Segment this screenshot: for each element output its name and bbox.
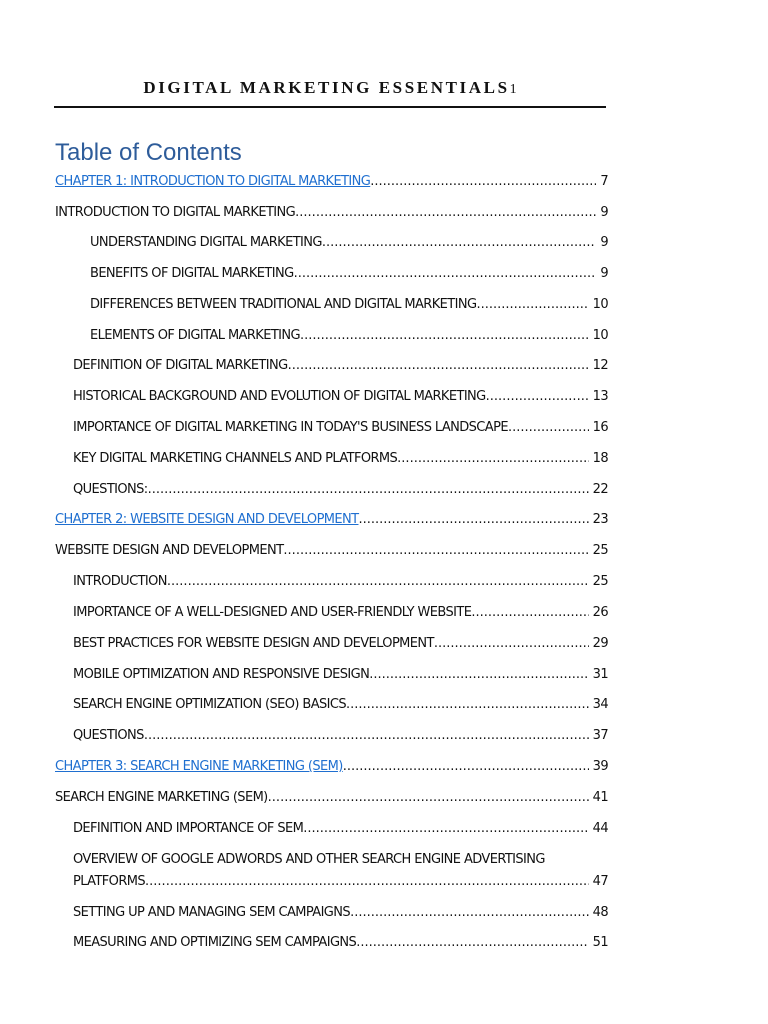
running-header bbox=[54, 78, 606, 98]
toc-entry bbox=[90, 294, 608, 316]
toc-entry-text: INTRODUCTION bbox=[73, 574, 167, 589]
toc-heading: Table of Contents bbox=[55, 139, 242, 166]
toc-entry bbox=[73, 818, 608, 840]
dot-leader bbox=[508, 417, 589, 439]
dot-leader bbox=[476, 294, 588, 316]
toc-entry bbox=[73, 355, 608, 377]
toc-entry-page: 31 bbox=[592, 667, 608, 682]
dot-leader bbox=[167, 571, 589, 593]
dot-leader bbox=[356, 932, 588, 954]
toc-entry-text: QUESTIONS bbox=[73, 728, 144, 743]
toc-entry-page: 34 bbox=[592, 697, 608, 712]
toc-entry-page: 25 bbox=[592, 543, 608, 558]
dot-leader bbox=[359, 509, 589, 531]
dot-leader bbox=[346, 694, 589, 716]
toc-entry-page: 37 bbox=[592, 728, 608, 743]
dot-leader bbox=[434, 633, 589, 655]
toc-entry-text: HISTORICAL BACKGROUND AND EVOLUTION OF DIGITAL MARKETING bbox=[73, 389, 486, 404]
toc-entry-page: 22 bbox=[592, 482, 608, 497]
toc-entry bbox=[90, 232, 608, 254]
toc-entry-chapter-1[interactable] bbox=[55, 171, 608, 193]
toc-entry-text: DEFINITION AND IMPORTANCE OF SEM bbox=[73, 821, 304, 836]
dot-leader bbox=[486, 386, 589, 408]
toc-entry bbox=[73, 571, 608, 593]
toc-entry-text: IMPORTANCE OF DIGITAL MARKETING IN TODAY'S BUSINESS LANDSCAPE bbox=[73, 420, 508, 435]
toc-entry-text[interactable]: CHAPTER 3: SEARCH ENGINE MARKETING (SEM) bbox=[55, 759, 343, 774]
toc-entry-text: SEARCH ENGINE MARKETING (SEM) bbox=[55, 790, 268, 805]
toc-entry-text: MOBILE OPTIMIZATION AND RESPONSIVE DESIGN bbox=[73, 667, 370, 682]
toc-entry-chapter-3[interactable] bbox=[55, 756, 608, 778]
toc-entry-page: 9 bbox=[600, 235, 608, 250]
toc-entry bbox=[73, 932, 608, 954]
toc-entry-page: 18 bbox=[592, 451, 608, 466]
toc-entry bbox=[73, 602, 608, 624]
dot-leader bbox=[295, 202, 596, 224]
dot-leader bbox=[148, 479, 589, 501]
toc-entry-page: 48 bbox=[592, 905, 608, 920]
toc-entry-text: BEST PRACTICES FOR WEBSITE DESIGN AND DEVELOPMENT bbox=[73, 636, 434, 651]
dot-leader bbox=[300, 325, 589, 347]
toc-entry-page: 26 bbox=[592, 605, 608, 620]
toc-entry-page: 25 bbox=[592, 574, 608, 589]
dot-leader bbox=[303, 818, 588, 840]
header-rule bbox=[54, 106, 606, 108]
dot-leader bbox=[283, 540, 588, 562]
dot-leader bbox=[322, 232, 596, 254]
dot-leader bbox=[268, 787, 589, 809]
toc-entry-text: BENEFITS OF DIGITAL MARKETING bbox=[90, 266, 294, 281]
toc-entry-text: UNDERSTANDING DIGITAL MARKETING bbox=[90, 235, 322, 250]
toc-entry-page: 41 bbox=[592, 790, 608, 805]
toc-entry-page: 29 bbox=[592, 636, 608, 651]
header-title: DIGITAL MARKETING ESSENTIALS bbox=[143, 78, 510, 97]
toc-entry-text[interactable]: CHAPTER 2: WEBSITE DESIGN AND DEVELOPMENT bbox=[55, 512, 359, 527]
toc-entry-page: 7 bbox=[600, 174, 608, 189]
toc-entry-text: MEASURING AND OPTIMIZING SEM CAMPAIGNS bbox=[73, 935, 357, 950]
header-page-number: 1 bbox=[509, 82, 517, 97]
dot-leader bbox=[369, 664, 588, 686]
toc-entry-text-line2: PLATFORMS bbox=[73, 874, 146, 889]
toc-entry bbox=[73, 664, 608, 686]
dot-leader bbox=[350, 902, 589, 924]
toc-entry-page: 9 bbox=[600, 205, 608, 220]
dot-leader bbox=[471, 602, 588, 624]
toc-entry bbox=[73, 694, 608, 716]
dot-leader bbox=[343, 756, 589, 778]
toc-entry-text: QUESTIONS: bbox=[73, 482, 148, 497]
toc-entry-page: 16 bbox=[592, 420, 608, 435]
toc-entry bbox=[73, 725, 608, 747]
dot-leader bbox=[370, 171, 596, 193]
toc-entry-page: 39 bbox=[592, 759, 608, 774]
toc-entry-text-line1: OVERVIEW OF GOOGLE ADWORDS AND OTHER SEARCH ENGINE ADVERTISING bbox=[73, 852, 545, 867]
toc-entry-text[interactable]: CHAPTER 1: INTRODUCTION TO DIGITAL MARKETING bbox=[55, 174, 371, 189]
toc-entry-page: 12 bbox=[592, 358, 608, 373]
toc-entry-text: WEBSITE DESIGN AND DEVELOPMENT bbox=[55, 543, 284, 558]
toc-entry bbox=[73, 902, 608, 924]
toc-entry-page: 51 bbox=[592, 935, 608, 950]
toc-entry-page: 9 bbox=[600, 266, 608, 281]
toc-entry-page: 10 bbox=[592, 328, 608, 343]
toc-entry-page: 23 bbox=[592, 512, 608, 527]
toc-entry-page: 44 bbox=[592, 821, 608, 836]
dot-leader bbox=[144, 725, 589, 747]
dot-leader bbox=[145, 871, 589, 893]
toc-entry-wrapped bbox=[73, 849, 608, 893]
toc-entry-text: DEFINITION OF DIGITAL MARKETING bbox=[73, 358, 288, 373]
toc-entry-text: INTRODUCTION TO DIGITAL MARKETING bbox=[55, 205, 296, 220]
dot-leader bbox=[397, 448, 588, 470]
toc-entry bbox=[90, 325, 608, 347]
toc-entry bbox=[73, 479, 608, 501]
toc-entry-chapter-2[interactable] bbox=[55, 509, 608, 531]
toc-entry-page: 10 bbox=[592, 297, 608, 312]
toc-entry bbox=[55, 787, 608, 809]
toc-entry bbox=[73, 417, 608, 439]
toc-entry-line2 bbox=[73, 871, 608, 893]
toc-entry bbox=[73, 633, 608, 655]
toc-entry-page: 47 bbox=[592, 874, 608, 889]
toc-entry-page: 13 bbox=[592, 389, 608, 404]
toc-entry-text: SEARCH ENGINE OPTIMIZATION (SEO) BASICS bbox=[73, 697, 346, 712]
toc-entry-text: KEY DIGITAL MARKETING CHANNELS AND PLATFORMS bbox=[73, 451, 398, 466]
toc-entry bbox=[90, 263, 608, 285]
toc-entry-text: SETTING UP AND MANAGING SEM CAMPAIGNS bbox=[73, 905, 351, 920]
toc-entry bbox=[55, 202, 608, 224]
toc-entry bbox=[73, 386, 608, 408]
toc-entry bbox=[73, 448, 608, 470]
toc-entry bbox=[55, 540, 608, 562]
toc-entry-text: ELEMENTS OF DIGITAL MARKETING bbox=[90, 328, 300, 343]
dot-leader bbox=[288, 355, 589, 377]
toc-entry-text: IMPORTANCE OF A WELL-DESIGNED AND USER-FRIENDLY WEBSITE bbox=[73, 605, 472, 620]
toc-entry-text: DIFFERENCES BETWEEN TRADITIONAL AND DIGITAL MARKETING bbox=[90, 297, 477, 312]
dot-leader bbox=[294, 263, 597, 285]
